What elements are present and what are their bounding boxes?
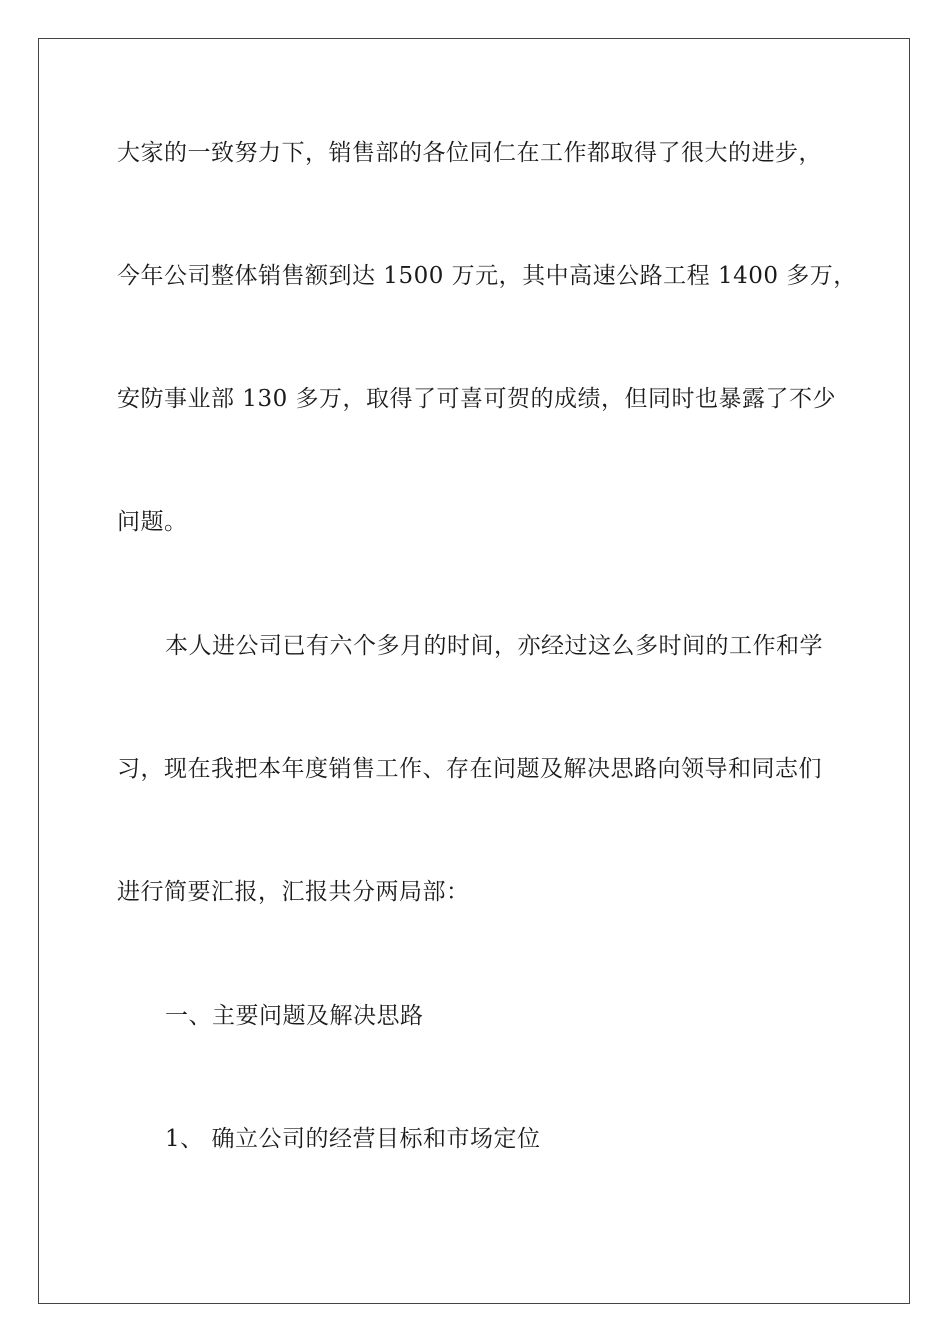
subsection-heading: 1、 确立公司的经营目标和市场定位 [165, 1126, 541, 1152]
body-text-line: 大家的一致努力下，销售部的各位同仁在工作都取得了很大的进步， [117, 140, 822, 166]
paragraph-first-line: 本人进公司已有六个多月的时间，亦经过这么多时间的工作和学 [165, 633, 823, 659]
body-text-line: 进行简要汇报，汇报共分两局部： [117, 879, 470, 905]
section-heading: 一、主要问题及解决思路 [165, 1003, 424, 1029]
page-border [38, 38, 910, 1304]
body-text-line: 问题。 [117, 509, 188, 535]
body-text-line: 今年公司整体销售额到达 1500 万元，其中高速公路工程 1400 多万， [117, 263, 857, 289]
body-text-line: 习，现在我把本年度销售工作、存在问题及解决思路向领导和同志们 [117, 756, 822, 782]
body-text-line: 安防事业部 130 多万，取得了可喜可贺的成绩，但同时也暴露了不少 [117, 386, 837, 412]
